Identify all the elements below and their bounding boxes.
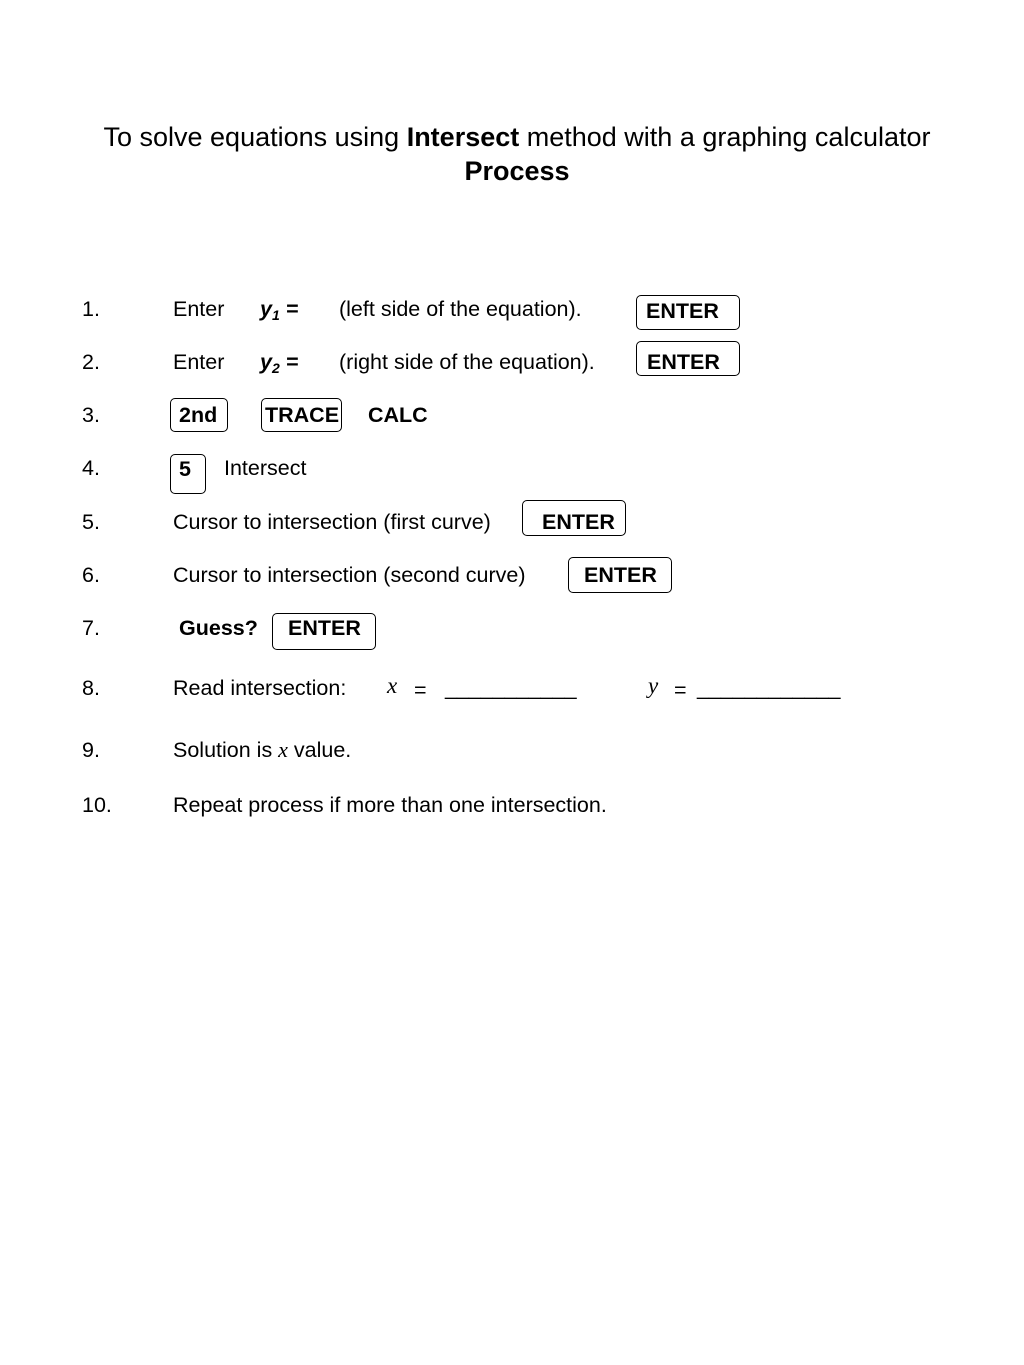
step-3-2nd-key: 2nd — [170, 398, 228, 432]
step-4-number: 4. — [82, 456, 100, 480]
step-2-number: 2. — [82, 350, 100, 374]
step-10-number: 10. — [82, 793, 112, 817]
step-8-x-var: x — [387, 673, 398, 698]
step-2-y-var: y — [260, 350, 272, 374]
step-8-text: Read intersection: — [173, 676, 347, 700]
step-2-enter-text: Enter — [173, 350, 225, 374]
step-6-text: Cursor to intersection (second curve) — [173, 563, 526, 587]
step-7-enter-key: ENTER — [272, 613, 376, 650]
step-2-y-sub: 2 — [271, 360, 280, 376]
step-9-text — [173, 737, 351, 763]
step-8-x-equals: = — [414, 678, 427, 702]
step-9-text-b: value. — [287, 738, 352, 762]
step-9-text-a: Solution is — [173, 738, 279, 762]
step-3-number: 3. — [82, 403, 100, 427]
title-suffix: method with a graphing calculator — [519, 122, 931, 152]
step-6-number: 6. — [82, 563, 100, 587]
step-6-enter-key: ENTER — [568, 557, 672, 593]
step-10-text: Repeat process if more than one intersection. — [173, 793, 607, 817]
step-5-enter-key: ENTER — [522, 500, 626, 536]
step-8-x-blank: ___________ — [445, 676, 577, 700]
step-4-5-key: 5 — [170, 454, 206, 494]
step-1-number: 1. — [82, 297, 100, 321]
step-1-description: (left side of the equation). — [339, 297, 582, 321]
step-2-y2-label — [260, 349, 298, 381]
step-1-y1-label — [260, 296, 298, 328]
step-2-equals: = — [279, 350, 299, 374]
step-1-y-sub: 1 — [271, 307, 280, 323]
step-2-description: (right side of the equation). — [339, 350, 595, 374]
step-1-enter-text: Enter — [173, 297, 225, 321]
step-3-calc-text: CALC — [368, 403, 428, 427]
step-8-number: 8. — [82, 676, 100, 700]
step-5-text: Cursor to intersection (first curve) — [173, 510, 491, 534]
page-subtitle: Process — [464, 156, 570, 186]
step-9-number: 9. — [82, 738, 100, 762]
step-2-enter-key: ENTER — [636, 341, 740, 376]
step-1-y-var: y — [260, 297, 272, 321]
step-4-intersect-text: Intersect — [224, 456, 307, 480]
step-9-x-var: x — [278, 737, 288, 762]
step-5-number: 5. — [82, 510, 100, 534]
step-8-y-equals: = — [674, 678, 687, 702]
step-7-guess-text: Guess? — [179, 616, 258, 640]
step-8-y-blank: ____________ — [697, 676, 841, 700]
title-prefix: To solve equations using — [103, 122, 407, 152]
page-title — [0, 120, 1024, 188]
step-7-number: 7. — [82, 616, 100, 640]
step-8-y-var: y — [648, 673, 659, 698]
title-line — [0, 120, 1024, 154]
step-1-enter-key: ENTER — [636, 295, 740, 330]
step-1-equals: = — [279, 297, 299, 321]
step-3-trace-key: TRACE — [261, 398, 342, 432]
title-bold-word: Intersect — [406, 122, 520, 152]
